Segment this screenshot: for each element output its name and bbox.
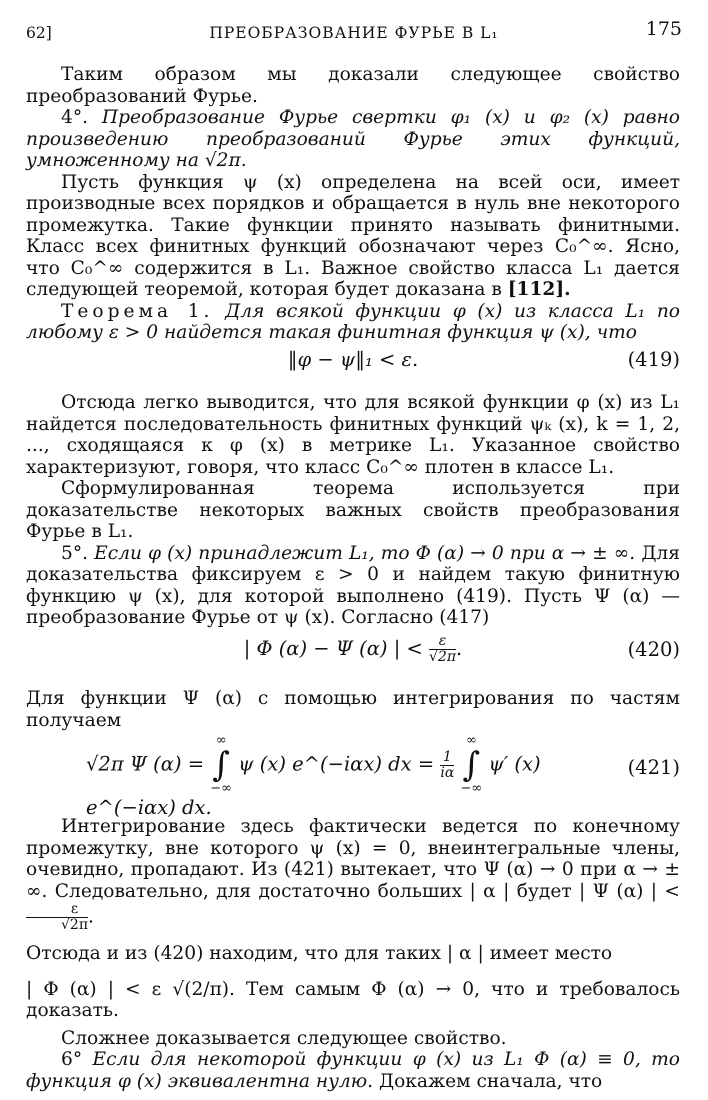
fraction-denominator: √2π (429, 649, 457, 665)
fraction-numerator: ε (429, 634, 456, 650)
property-4 (26, 107, 680, 172)
theorem-label: Теорема 1. (61, 300, 214, 322)
equation-419-body: ‖φ − ψ‖₁ < ε. (287, 348, 419, 371)
integral-sign-1: ∞ ∫ −∞ (210, 733, 233, 796)
equation-420-number: (420) (627, 638, 680, 661)
integral-sign-2: ∞ ∫ −∞ (460, 733, 483, 796)
paragraph-result (26, 979, 680, 1022)
equation-421-number: (421) (627, 756, 680, 779)
reference-112: [112]. (507, 279, 571, 300)
property-6 (26, 1049, 680, 1092)
paragraph-finite-functions (26, 172, 680, 301)
property-4-statement: Преобразование Фурье свертки φ₁ (x) и φ₂ (x) равно произведению преобразований Фурье этих функций, умноженному на √2π. (26, 107, 680, 171)
equation-419 (26, 348, 680, 382)
fraction-denominator: iα (440, 764, 455, 781)
property-5-statement: Если φ (x) принадлежит L₁, то Φ (α) → 0 при α → ± ∞. (94, 542, 636, 564)
theorem-1 (26, 301, 680, 344)
running-title: ПРЕОБРАЗОВАНИЕ ФУРЬЕ В L₁ (209, 24, 499, 42)
paragraph-finite-text: Пусть функция ψ (x) определена на всей оси, имеет производные всех порядков и обращается в нуль вне некоторого промежутка. Такие функции принято называть финитными. Класс всех финитных функций обозначают через C₀^∞. Ясно, что C₀^∞ содержится в L₁. Важное свойство класса L₁ дается следующей теоремой, которая будет доказана в (26, 171, 680, 300)
page-number: 175 (645, 18, 682, 40)
paragraph-harder: Сложнее доказывается следующее свойство. (61, 1027, 507, 1049)
equation-420-left: | Φ (α) − Ψ (α) | < (243, 637, 423, 660)
property-4-number: 4°. (61, 107, 89, 128)
equation-421-lhs: √2π Ψ (α) = (86, 752, 205, 776)
body-text (26, 64, 680, 344)
paragraph-result-rest: . Тем самым Φ (α) → 0, что и требовалось доказать. (26, 978, 680, 1021)
equation-421 (26, 730, 680, 819)
paragraph-1: Таким образом мы доказали следующее свойство преобразований Фурье. (26, 64, 680, 107)
integral-lower-limit: −∞ (210, 781, 233, 796)
equation-420-body (26, 634, 680, 665)
equation-419-number: (419) (627, 348, 680, 371)
paragraph-find: Отсюда и из (420) находим, что для таких | α | имеет место (26, 943, 613, 964)
integral-upper-limit: ∞ (465, 733, 477, 748)
fraction-eps-sqrt2pi (429, 634, 456, 665)
property-5-number: 5°. (61, 542, 89, 564)
property-6-number: 6° (61, 1049, 83, 1070)
paragraph-conclusion-text: Интегрирование здесь фактически ведется по конечному промежутку, вне которого ψ (x) = 0, внеинтегральные члены, очевидно, пропадают. Из (421) вытекает, что Ψ (α) → 0 при α → ± ∞. Следовательно, для достаточно больших | α | будет | Ψ (α) | < (26, 816, 680, 902)
fraction-numerator: ε (26, 902, 88, 918)
paragraph-density: Отсюда легко выводится, что для всякой функции φ (x) из L₁ найдется последовательность финитных функций ψₖ (x), k = 1, 2, ..., сходящаяся к φ (x) в метрике L₁. Указанное свойство характеризуют, говоря, что класс C₀^∞ плотен в классе L₁. (26, 392, 680, 478)
paragraph-integration-text: Для функции Ψ (α) с помощью интегрирования по частям получаем (26, 688, 680, 731)
inequality-left: | Φ (α) | < ε (26, 978, 162, 1000)
body-text-3 (26, 816, 680, 1092)
equation-421-body (86, 734, 610, 819)
equation-421-integrand-1: ψ (x) e^(−iαx) dx = (238, 752, 435, 776)
fraction-tail: . (88, 906, 94, 928)
equation-420-tail: . (456, 637, 463, 660)
paragraph-integration (26, 688, 680, 731)
fraction-eps-sqrt2pi-2 (26, 902, 88, 933)
property-6-proof: Докажем сначала, что (378, 1070, 603, 1092)
fraction-denominator: √2π (61, 917, 89, 933)
page-header (26, 18, 682, 46)
body-text-2 (26, 392, 680, 629)
property-5-proof: Для доказательства фиксируем ε > 0 и найдем такую финитную функцию ψ (x), для которой выполнено (419). Пусть Ψ (α) — преобразование Фурье от ψ (x). Согласно (417) (26, 542, 680, 628)
equation-421-integrand-2: ψ′ (x) e^(−iαx) dx. (86, 752, 541, 819)
paragraph-conclusion (26, 816, 680, 933)
integral-lower-limit: −∞ (460, 781, 483, 796)
integral-upper-limit: ∞ (215, 733, 227, 748)
fraction-1-over-ialpha (440, 750, 454, 781)
sqrt-2-over-pi: √(2/π) (172, 978, 230, 1000)
property-5 (26, 543, 680, 629)
section-number: 62] (26, 24, 52, 42)
property-6-statement: Если для некоторой функции φ (x) из L₁ Φ (α) ≡ 0, то функция φ (x) эквивалентна нулю. (26, 1049, 680, 1092)
paragraph-theorem-use: Сформулированная теорема используется при доказательстве некоторых важных свойств преобразования Фурье в L₁. (26, 478, 680, 542)
theorem-statement: Для всякой функции φ (x) из класса L₁ по любому ε > 0 найдется такая финитная функция ψ (x), что (26, 300, 680, 343)
fraction-numerator: 1 (440, 750, 454, 766)
equation-420 (26, 628, 680, 672)
